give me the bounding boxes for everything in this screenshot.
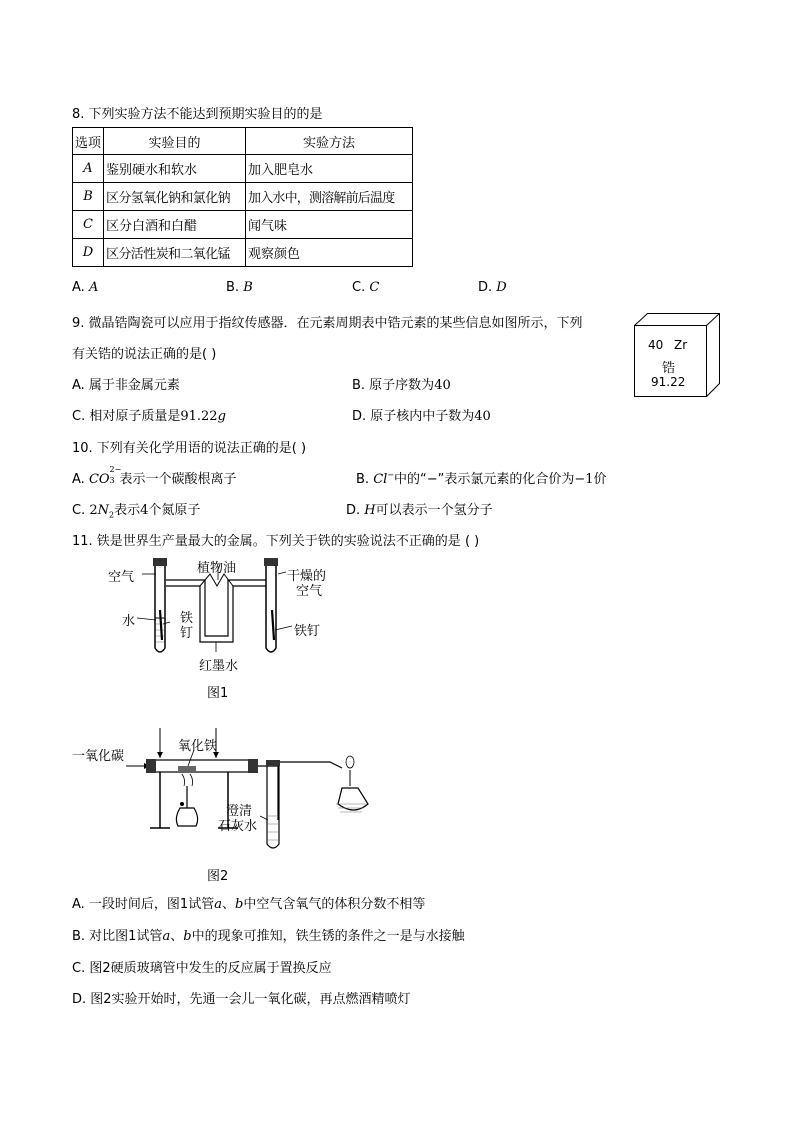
row-method: 加入肥皂水 <box>246 155 413 183</box>
q8-choice-b[interactable]: B. B <box>226 280 253 295</box>
element-number: 40 <box>648 338 664 352</box>
q10-choice-b[interactable]: B. Cl−中的“−”表示氯元素的化合价为−1价 <box>356 470 607 487</box>
element-name: 锆 <box>662 361 676 376</box>
table-row <box>73 239 413 267</box>
row-purpose: 区分活性炭和二氧化锰 <box>104 239 246 267</box>
q8-stem: 8. 下列实验方法不能达到预期实验目的的是 <box>72 107 323 122</box>
q11-choice-c[interactable]: C. 图2硬质玻璃管中发生的反应属于置换反应 <box>72 961 332 976</box>
fig1-label-water: 水 <box>122 614 136 629</box>
fig1-label-nail-2: 钉 <box>180 626 194 641</box>
q8-choice-c[interactable]: C. C <box>352 280 380 295</box>
row-purpose: 鉴别硬水和软水 <box>104 155 246 183</box>
q9-stem-line1: 9. 微晶锆陶瓷可以应用于指纹传感器．在元素周期表中锆元素的某些信息如图所示，下列 <box>72 316 583 331</box>
table-header-row <box>73 128 413 155</box>
fig1-label-red-ink: 红墨水 <box>199 659 239 674</box>
q9-choice-b[interactable]: B. 原子序数为40 <box>352 378 451 393</box>
header-method: 实验方法 <box>246 128 413 155</box>
row-option: D <box>73 239 104 267</box>
figure-2-reduction-apparatus <box>70 720 370 860</box>
q8-table <box>72 127 413 267</box>
q9-choice-a[interactable]: A. 属于非金属元素 <box>72 378 180 393</box>
fig1-label-dry-air-1: 干燥的 <box>287 569 327 584</box>
fig2-caption: 图2 <box>207 869 229 884</box>
q9-stem-line2: 有关锆的说法正确的是( ) <box>72 347 217 362</box>
element-card-zr <box>634 313 720 397</box>
table-row <box>73 183 413 211</box>
row-option: A <box>73 155 104 183</box>
fig1-label-dry-air-2: 空气 <box>296 584 323 599</box>
q10-choice-a[interactable]: A. CO 2− 3 表示一个碳酸根离子 <box>72 465 237 487</box>
fig2-label-limewater-2: 石灰水 <box>218 819 258 834</box>
table-row <box>73 155 413 183</box>
row-method: 闻气味 <box>246 211 413 239</box>
q10-choice-c[interactable]: C. $2N_2$表示4个氮原子 <box>72 503 201 520</box>
q11-stem: 11. 铁是世界生产量最大的金属。下列关于铁的实验说法不正确的是 ( ) <box>72 534 480 549</box>
q11-choice-d[interactable]: D. 图2实验开始时，先通一会儿一氧化碳，再点燃酒精喷灯 <box>72 992 411 1007</box>
row-option: B <box>73 183 104 211</box>
fig1-label-air: 空气 <box>108 570 135 585</box>
fig2-label-co: 一氧化碳 <box>72 749 125 764</box>
fig1-label-oil: 植物油 <box>197 561 237 576</box>
q9-choice-d[interactable]: D. 原子核内中子数为40 <box>352 409 491 424</box>
element-symbol: Zr <box>674 338 688 352</box>
row-option: C <box>73 211 104 239</box>
row-purpose: 区分白酒和白醋 <box>104 211 246 239</box>
row-method: 加入水中，测溶解前后温度 <box>246 183 413 211</box>
header-option: 选项 <box>73 128 104 155</box>
row-purpose: 区分氢氧化钠和氯化钠 <box>104 183 246 211</box>
right-nail <box>272 610 274 640</box>
left-nail <box>160 610 162 640</box>
q10-stem: 10. 下列有关化学用语的说法正确的是( ) <box>72 441 307 456</box>
fig2-label-limewater-1: 澄清 <box>226 804 253 819</box>
fig1-caption: 图1 <box>207 686 229 701</box>
row-method: 观察颜色 <box>246 239 413 267</box>
element-mass: 91.22 <box>651 375 686 389</box>
q8-choice-d[interactable]: D. D <box>478 280 507 295</box>
q11-choice-b[interactable]: B. 对比图1试管a、b中的现象可推知，铁生锈的条件之一是与水接触 <box>72 929 465 944</box>
fig1-label-nail-1: 铁 <box>180 611 194 626</box>
table-row <box>73 211 413 239</box>
q8-choice-a[interactable]: A. A <box>72 280 99 295</box>
fig2-label-iron-oxide: 氧化铁 <box>178 739 218 754</box>
fig1-label-nail-right: 铁钉 <box>294 624 321 639</box>
q10-choice-d[interactable]: D. H可以表示一个氢分子 <box>346 503 493 518</box>
header-purpose: 实验目的 <box>104 128 246 155</box>
q11-choice-a[interactable]: A. 一段时间后，图1试管a、b中空气含氧气的体积分数不相等 <box>72 897 426 912</box>
q9-choice-c[interactable]: C. 相对原子质量是91.22g <box>72 409 226 424</box>
